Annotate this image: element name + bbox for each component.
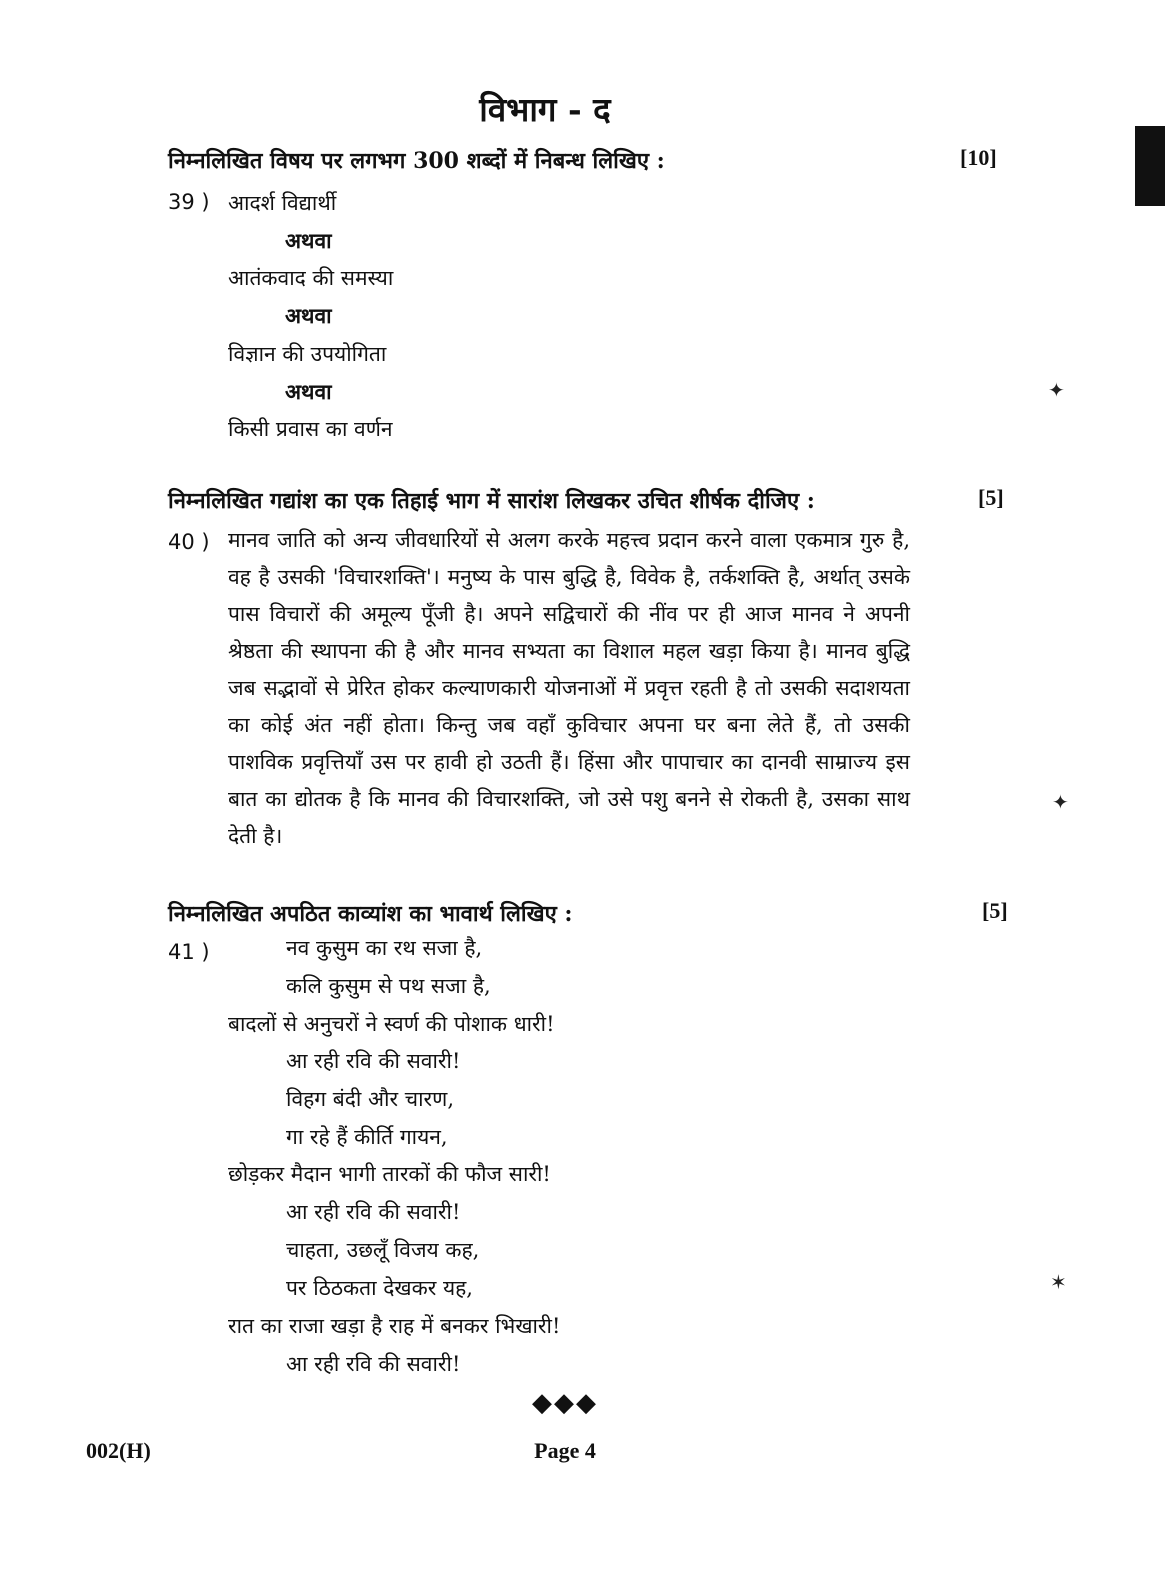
q41-marks: [5]	[982, 898, 1008, 923]
paper-code: 002(H)	[86, 1438, 151, 1463]
page-edge-marker	[1135, 126, 1165, 206]
or-label-2: अथवा	[285, 303, 332, 328]
poem-line: छोड़कर मैदान भागी तारकों की फौज सारी!	[228, 1162, 551, 1186]
poem-line: चाहता, उछलूँ विजय कह,	[286, 1238, 480, 1262]
q41-instruction: निम्नलिखित अपठित काव्यांश का भावार्थ लिखिए :	[168, 901, 573, 927]
or-label-3: अथवा	[285, 379, 332, 404]
poem-line: आ रही रवि की सवारी!	[286, 1049, 461, 1073]
q40-marks: [5]	[978, 485, 1004, 510]
scan-speck: ✦	[1048, 378, 1065, 402]
q39-topic-3: विज्ञान की उपयोगिता	[228, 342, 387, 366]
section-title: विभाग - द	[479, 90, 611, 129]
end-of-questions-mark: ◆◆◆	[532, 1388, 598, 1418]
poem-line: पर ठिठकता देखकर यह,	[286, 1276, 473, 1300]
poem-line: रात का राजा खड़ा है राह में बनकर भिखारी!	[228, 1314, 561, 1338]
q41-number: 41 )	[168, 940, 210, 964]
q39-instruction: निम्नलिखित विषय पर लगभग 300 शब्दों में निबन्ध लिखिए :	[168, 148, 665, 174]
poem-line: कलि कुसुम से पथ सजा है,	[286, 974, 491, 998]
scan-speck: ✦	[1052, 790, 1069, 814]
page-number: Page 4	[534, 1438, 596, 1463]
poem-line: बादलों से अनुचरों ने स्वर्ण की पोशाक धारी!	[228, 1012, 555, 1036]
q39-topic-4: किसी प्रवास का वर्णन	[228, 417, 393, 441]
q40-number: 40 )	[168, 530, 210, 554]
poem-line: गा रहे हैं कीर्ति गायन,	[286, 1125, 448, 1149]
q39-number: 39 )	[168, 190, 210, 214]
poem-line: विहग बंदी और चारण,	[286, 1087, 454, 1111]
q39-topic-2: आतंकवाद की समस्या	[228, 266, 394, 290]
scan-speck: ✶	[1050, 1270, 1067, 1294]
poem-line: नव कुसुम का रथ सजा है,	[286, 936, 483, 960]
q39-marks: [10]	[960, 145, 997, 170]
q39-topic-1: आदर्श विद्यार्थी	[228, 191, 337, 215]
q40-instruction: निम्नलिखित गद्यांश का एक तिहाई भाग में सारांश लिखकर उचित शीर्षक दीजिए :	[168, 488, 815, 514]
q40-passage: मानव जाति को अन्य जीवधारियों से अलग करके महत्त्व प्रदान करने वाला एकमात्र गुरु है, वह है उसकी 'विचारशक्ति'। मनुष्य के पास बुद्धि है, विवेक है, तर्कशक्ति है, अर्थात् उसके पास विचारों की अमूल्य पूँजी है। अपने सद्विचारों की नींव पर ही आज मानव ने अपनी श्रेष्ठता की स्थापना की है और मानव सभ्यता का विशाल महल खड़ा किया है। मानव बुद्धि जब सद्भावों से प्रेरित होकर कल्याणकारी योजनाओं में प्रवृत्त रहती है तो उसकी सदाशयता का कोई अंत नहीं होता। किन्तु जब वहाँ कुविचार अपना घर बना लेते हैं, तो उसकी पाशविक प्रवृत्तियाँ उस पर हावी हो उठती हैं। हिंसा और पापाचार का दानवी साम्राज्य इस बात का द्योतक है कि मानव की विचारशक्ति, जो उसे पशु बनने से रोकती है, उसका साथ देती है।	[228, 528, 910, 848]
or-label-1: अथवा	[285, 228, 332, 253]
poem-line: आ रही रवि की सवारी!	[286, 1352, 461, 1376]
poem-line: आ रही रवि की सवारी!	[286, 1200, 461, 1224]
